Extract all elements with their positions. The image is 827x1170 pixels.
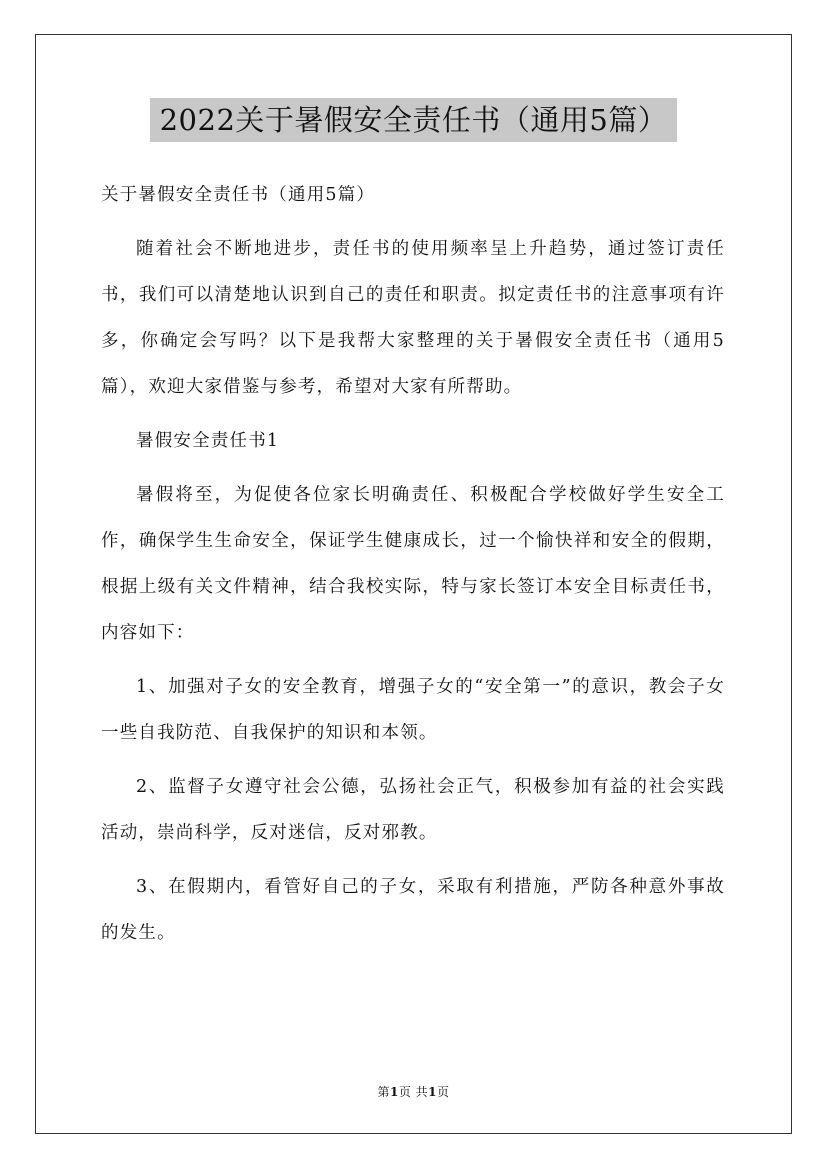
page-footer <box>0 1083 827 1100</box>
document-title: 2022关于暑假安全责任书（通用5篇） <box>150 98 678 142</box>
body-paragraph: 暑假将至，为促使各位家长明确责任、积极配合学校做好学生安全工作，确保学生生命安全，保证学生健康成长，过一个愉快祥和安全的假期，根据上级有关文件精神，结合我校实际，特与家长签订本安全目标责任书，内容如下： <box>101 485 725 643</box>
list-item-2: 2、监督子女遵守社会公德，弘扬社会正气，积极参加有益的社会实践活动，崇尚科学，反对迷信，反对邪教。 <box>101 777 725 843</box>
section-heading: 暑假安全责任书1 <box>136 431 280 451</box>
title-container <box>0 98 827 142</box>
page-suffix: 页 <box>437 1085 450 1099</box>
list-item-1: 1、加强对子女的安全教育，增强子女的“安全第一”的意识，教会子女一些自我防范、自我保护的知识和本领。 <box>101 677 725 743</box>
page-current: 1 <box>389 1085 399 1099</box>
intro-paragraph: 随着社会不断地进步，责任书的使用频率呈上升趋势，通过签订责任书，我们可以清楚地认识到自己的责任和职责。拟定责任书的注意事项有许多，你确定会写吗？以下是我帮大家整理的关于暑假安全责任书（通用5篇），欢迎大家借鉴与参考，希望对大家有所帮助。 <box>101 239 725 397</box>
page-mid: 页 共 <box>398 1085 429 1099</box>
page-total: 1 <box>428 1085 438 1099</box>
document-body <box>101 172 725 964</box>
page-prefix: 第 <box>377 1085 390 1099</box>
list-item-3: 3、在假期内，看管好自己的子女，采取有利措施，严防各种意外事故的发生。 <box>101 877 725 943</box>
subtitle-paragraph: 关于暑假安全责任书（通用5篇） <box>101 185 376 205</box>
